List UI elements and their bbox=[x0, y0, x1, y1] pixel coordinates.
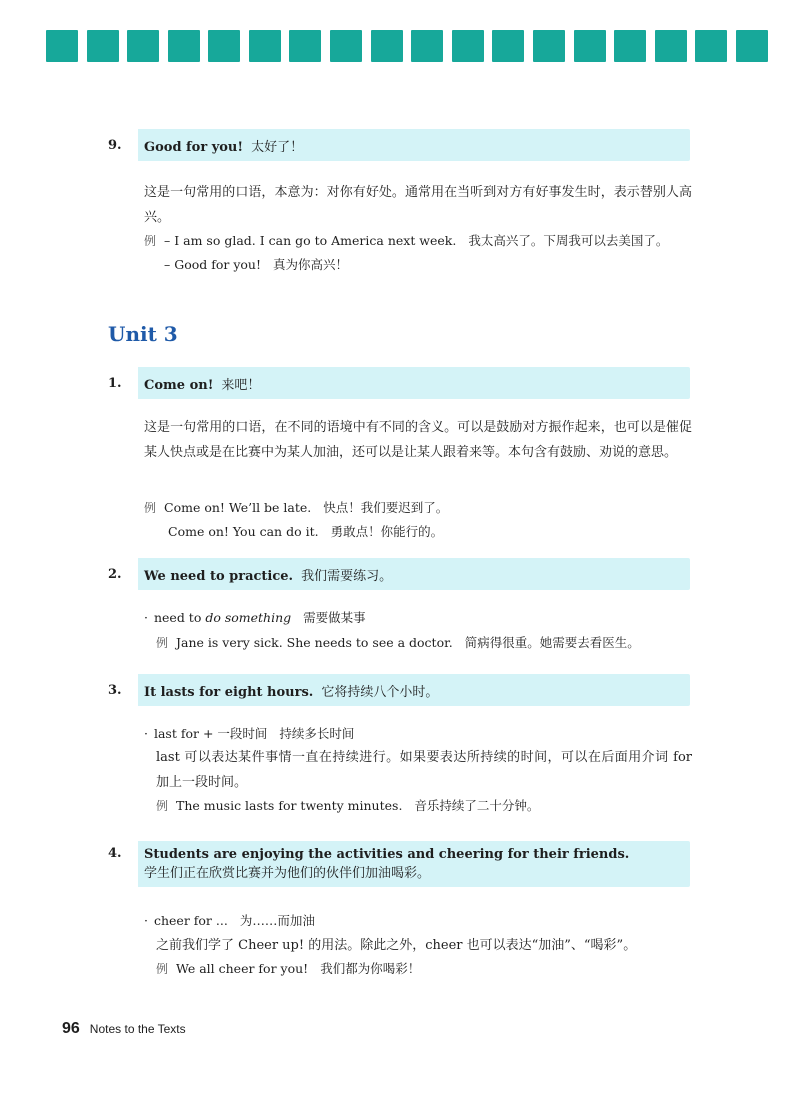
usage-bullet bbox=[144, 722, 354, 746]
bullet-english-italic: do something bbox=[205, 610, 292, 625]
note-title-chinese: 来吧！ bbox=[221, 377, 261, 393]
note-title-english: It lasts for eight hours. bbox=[144, 684, 314, 700]
unit-title: Unit 3 bbox=[108, 322, 178, 346]
example-english: Come on! We’ll be late. bbox=[164, 500, 312, 515]
example-line bbox=[164, 253, 348, 277]
note-title-chinese: 太好了！ bbox=[251, 139, 304, 155]
example-line bbox=[168, 520, 443, 544]
band-square bbox=[289, 30, 321, 62]
example-line bbox=[156, 631, 640, 655]
note-title bbox=[144, 681, 438, 700]
example-line bbox=[156, 794, 539, 818]
note-heading-3 bbox=[108, 674, 690, 706]
note-heading-4 bbox=[108, 841, 690, 887]
note-number: 4. bbox=[108, 846, 122, 861]
band-square bbox=[492, 30, 524, 62]
example-marker: 例 bbox=[156, 799, 169, 813]
example-marker: 例 bbox=[144, 234, 157, 248]
note-title bbox=[144, 565, 392, 584]
example-chinese: 简病得很重。她需要去看医生。 bbox=[464, 635, 640, 650]
band-square bbox=[452, 30, 484, 62]
note-number: 1. bbox=[108, 375, 122, 391]
note-heading-2 bbox=[108, 558, 690, 590]
band-square bbox=[330, 30, 362, 62]
example-english: The music lasts for twenty minutes. bbox=[176, 798, 403, 813]
example-english: Jane is very sick. She needs to see a doctor. bbox=[176, 635, 453, 650]
band-square bbox=[614, 30, 646, 62]
band-square bbox=[46, 30, 78, 62]
note-explanation: 之前我们学了 Cheer up! 的用法。除此之外，cheer 也可以表达“加油”、“喝彩”。 bbox=[156, 938, 637, 953]
note-title-chinese: 学生们正在欣赏比赛并为他们的伙伴们加油喝彩。 bbox=[144, 866, 431, 881]
note-title bbox=[144, 374, 260, 393]
note-title-english: We need to practice. bbox=[144, 568, 294, 584]
note-number: 3. bbox=[108, 682, 122, 698]
example-english: – I am so glad. I can go to America next week. bbox=[164, 233, 457, 248]
note-title-chinese: 我们需要练习。 bbox=[301, 568, 393, 584]
example-chinese: 勇敢点！你能行的。 bbox=[330, 524, 444, 539]
example-chinese: 真为你高兴！ bbox=[273, 257, 349, 272]
band-square bbox=[208, 30, 240, 62]
bullet-english: last for + 一段时间 bbox=[153, 726, 268, 741]
band-square bbox=[249, 30, 281, 62]
bullet-chinese: 持续多长时间 bbox=[279, 726, 355, 741]
note-heading-9 bbox=[108, 129, 690, 161]
band-square bbox=[533, 30, 565, 62]
bullet-dot: · bbox=[144, 610, 148, 625]
running-title: Notes to the Texts bbox=[89, 1022, 186, 1036]
note-explanation: last 可以表达某件事情一直在持续进行。如果要表达所持续的时间，可以在后面用介词 for 加上一段时间。 bbox=[156, 750, 692, 790]
bullet-chinese: 需要做某事 bbox=[303, 610, 366, 625]
band-square bbox=[168, 30, 200, 62]
note-number: 9. bbox=[108, 137, 122, 153]
example-line bbox=[144, 229, 668, 253]
band-square bbox=[411, 30, 443, 62]
example-chinese: 我们都为你喝彩！ bbox=[320, 961, 421, 976]
example-english: – Good for you! bbox=[164, 257, 261, 272]
bullet-dot: · bbox=[144, 913, 148, 928]
band-square bbox=[736, 30, 768, 62]
example-chinese: 快点！我们要迟到了。 bbox=[323, 500, 449, 515]
band-square bbox=[695, 30, 727, 62]
band-square bbox=[127, 30, 159, 62]
example-english: We all cheer for you! bbox=[176, 961, 309, 976]
note-title-chinese: 它将持续八个小时。 bbox=[321, 684, 439, 700]
note-heading-1 bbox=[108, 367, 690, 399]
note-explanation: 这是一句常用的口语，在不同的语境中有不同的含义。可以是鼓励对方振作起来，也可以是催促某人快点或是在比赛中为某人加油，还可以是让某人跟着来等。本句含有鼓励、劝说的意思。 bbox=[144, 420, 692, 460]
note-title-english: Students are enjoying the activities and cheering for their friends. bbox=[144, 847, 630, 862]
band-square bbox=[371, 30, 403, 62]
example-english: Come on! You can do it. bbox=[168, 524, 319, 539]
bullet-chinese: 为……而加油 bbox=[239, 913, 315, 928]
band-square bbox=[574, 30, 606, 62]
note-number: 2. bbox=[108, 566, 122, 582]
note-title bbox=[144, 841, 637, 883]
example-marker: 例 bbox=[144, 501, 157, 515]
note-title-english: Good for you! bbox=[144, 139, 244, 155]
note-title-english: Come on! bbox=[144, 377, 214, 393]
note-explanation: 这是一句常用的口语，本意为：对你有好处。通常用在当听到对方有好事发生时，表示替别人高兴。 bbox=[144, 185, 692, 225]
example-chinese: 我太高兴了。下周我可以去美国了。 bbox=[468, 233, 669, 248]
note-title bbox=[144, 136, 303, 155]
page-footer bbox=[62, 1020, 186, 1038]
band-square bbox=[87, 30, 119, 62]
bullet-english: need to bbox=[153, 610, 206, 625]
top-decorative-band bbox=[46, 30, 768, 62]
band-square bbox=[655, 30, 687, 62]
example-line bbox=[144, 496, 448, 520]
page-number: 96 bbox=[62, 1020, 80, 1037]
example-marker: 例 bbox=[156, 636, 169, 650]
usage-bullet bbox=[144, 606, 366, 630]
bullet-english: cheer for ... bbox=[153, 913, 228, 928]
example-chinese: 音乐持续了二十分钟。 bbox=[414, 798, 540, 813]
example-marker: 例 bbox=[156, 962, 169, 976]
usage-bullet bbox=[144, 909, 315, 933]
example-line bbox=[156, 957, 420, 981]
bullet-dot: · bbox=[144, 726, 148, 741]
